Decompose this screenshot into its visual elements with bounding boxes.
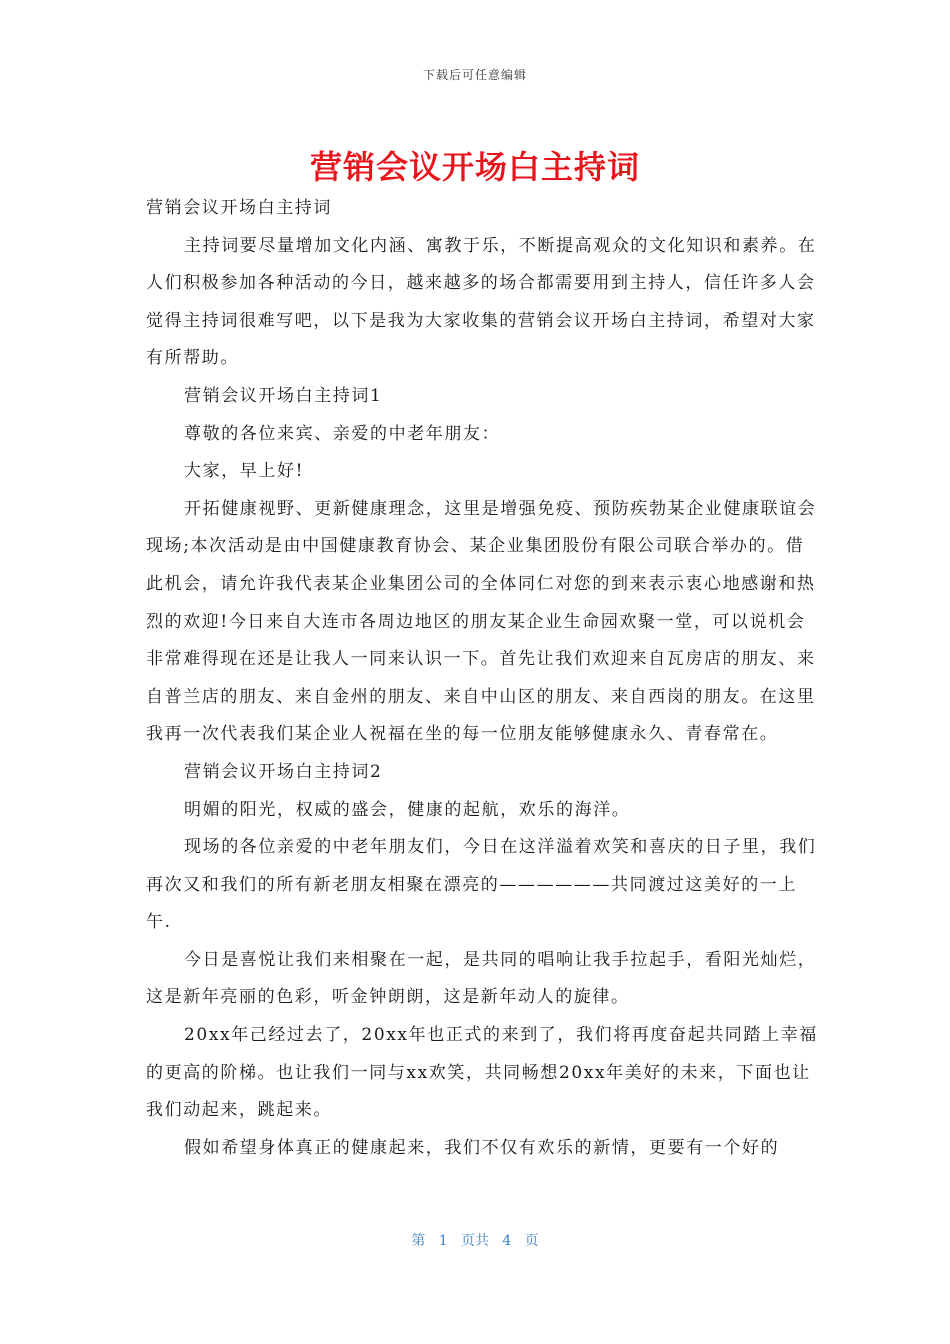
- paragraph-subtitle: 营销会议开场白主持词: [146, 198, 332, 218]
- footer-suffix: 页: [524, 1233, 539, 1249]
- paragraph-intro: 主持词要尽量增加文化内涵、寓教于乐，不断提高观众的文化知识和素养。在人们积极参加各种活动的今日，越来越多的场合都需要用到主持人，信任许多人会觉得主持词很难写吧，以下是我为大家收集的营销会议开场白主持词，希望对大家有所帮助。: [146, 235, 817, 369]
- paragraph-new-year: 20xx年己经过去了，20xx年也正式的来到了，我们将再度奋起共同踏上幸福的更高的阶梯。也让我们一同与xx欢笑，共同畅想20xx年美好的未来，下面也让我们动起来，跳起来。: [146, 1025, 818, 1121]
- document-title: 营销会议开场白主持词: [309, 148, 640, 186]
- page-footer: [0, 1230, 950, 1250]
- footer-middle: 页共: [461, 1233, 489, 1249]
- header-note: 下载后可任意编辑: [422, 68, 527, 82]
- paragraph-sunshine: 明媚的阳光，权威的盛会，健康的起航，欢乐的海洋。: [184, 799, 631, 820]
- footer-prefix: 第: [411, 1233, 426, 1249]
- paragraph-morning: 大家，早上好!: [184, 461, 305, 482]
- paragraph-welcome: 开拓健康视野、更新健康理念，这里是增强免疫、预防疾勃某企业健康联谊会现场;本次活动是由中国健康教育协会、某企业集团股份有限公司联合举办的。借此机会，请允许我代表某企业集团公司的全体同仁对您的到来表示衷心地感谢和热烈的欢迎!今日来自大连市各周边地区的朋友某企业生命园欢聚一堂，可以说机会非常难得现在还是让我人一同来认识一下。首先让我们欢迎来自瓦房店的朋友、来自普兰店的朋友、来自金州的朋友、来自中山区的朋友、来自西岗的朋友。在这里我再一次代表我们某企业人祝福在坐的每一位朋友能够健康永久、青春常在。: [146, 498, 817, 745]
- paragraph-joy: 今日是喜悦让我们来相聚在一起，是共同的唱响让我手拉起手，看阳光灿烂，这是新年亮丽的色彩，听金钟朗朗，这是新年动人的旋律。: [146, 949, 817, 1008]
- section-heading-1: 营销会议开场白主持词1: [184, 385, 383, 406]
- paragraph-greeting: 尊敬的各位来宾、亲爱的中老年朋友：: [184, 423, 501, 444]
- section-heading-2: 营销会议开场白主持词2: [184, 761, 383, 782]
- document-body: [146, 190, 818, 1167]
- footer-page-number: 1: [438, 1233, 448, 1249]
- paragraph-health: 假如希望身体真正的健康起来，我们不仅有欢乐的新情，更要有一个好的: [184, 1137, 780, 1158]
- footer-total-pages: 4: [502, 1233, 512, 1249]
- paragraph-friends: 现场的各位亲爱的中老年朋友们，今日在这洋溢着欢笑和喜庆的日子里，我们再次又和我们的所有新老朋友相聚在漂亮的——————共同渡过这美好的一上午.: [146, 837, 817, 933]
